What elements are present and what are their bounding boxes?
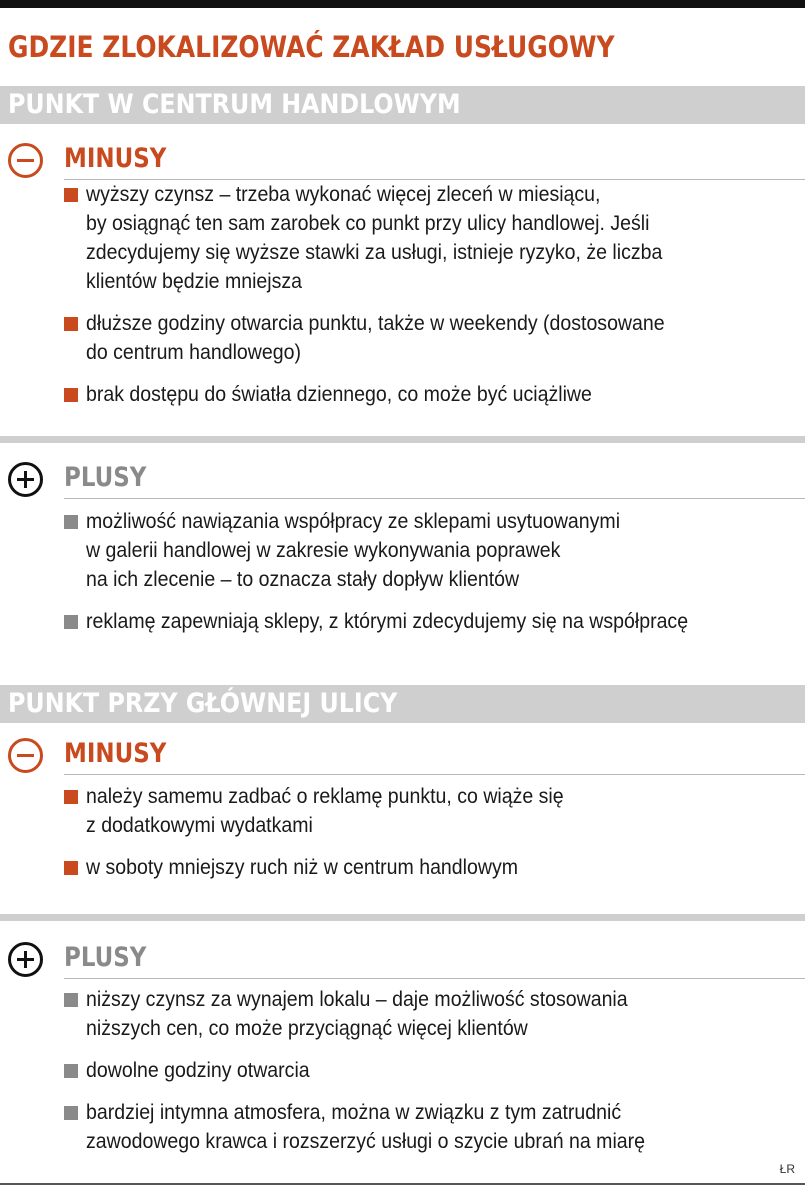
plus-list bbox=[64, 507, 805, 649]
divider bbox=[64, 978, 805, 979]
bullet-square-icon bbox=[64, 1106, 78, 1120]
bullet-square-icon bbox=[64, 790, 78, 804]
bullet-square-icon bbox=[64, 317, 78, 331]
list-item: reklamę zapewniają sklepy, z którymi zdecydujemy się na współpracę bbox=[64, 607, 805, 636]
section-divider bbox=[0, 436, 805, 443]
bottom-rule bbox=[0, 1183, 805, 1185]
list-item: wyższy czynsz – trzeba wykonać więcej zleceń w miesiącu, by osiągnąć ten sam zarobek co punkt przy ulicy handlowej. Jeśli zdecydujemy się wyższe stawki za usługi, istnieje ryzyko, że liczba klientów będzie mniejsza bbox=[64, 180, 805, 296]
bullet-square-icon bbox=[64, 515, 78, 529]
bullet-square-icon bbox=[64, 615, 78, 629]
top-rule bbox=[0, 0, 805, 8]
plus-label: PLUSY bbox=[64, 462, 147, 493]
section-heading: PUNKT W CENTRUM HANDLOWYM bbox=[8, 89, 461, 120]
minus-circle-icon bbox=[8, 738, 43, 773]
list-item: niższy czynsz za wynajem lokalu – daje możliwość stosowania niższych cen, co może przyciągnąć więcej klientów bbox=[64, 985, 805, 1043]
minus-list bbox=[64, 180, 805, 422]
section-divider bbox=[0, 914, 805, 921]
minus-circle-icon bbox=[8, 143, 43, 178]
minus-label: MINUSY bbox=[64, 738, 167, 769]
bullet-square-icon bbox=[64, 188, 78, 202]
plus-list bbox=[64, 985, 805, 1169]
plus-label: PLUSY bbox=[64, 942, 147, 973]
bullet-square-icon bbox=[64, 1064, 78, 1078]
bullet-square-icon bbox=[64, 993, 78, 1007]
minus-label: MINUSY bbox=[64, 143, 167, 174]
bullet-square-icon bbox=[64, 388, 78, 402]
list-item: należy samemu zadbać o reklamę punktu, co wiąże się z dodatkowymi wydatkami bbox=[64, 782, 805, 840]
section-heading: PUNKT PRZY GŁÓWNEJ ULICY bbox=[8, 688, 398, 719]
credit: ŁR bbox=[779, 1162, 795, 1176]
minus-list bbox=[64, 782, 805, 895]
plus-circle-icon bbox=[8, 462, 43, 497]
list-item: dłuższe godziny otwarcia punktu, także w weekendy (dostosowane do centrum handlowego) bbox=[64, 309, 805, 367]
divider bbox=[64, 498, 805, 499]
main-title: GDZIE ZLOKALIZOWAĆ ZAKŁAD USŁUGOWY bbox=[8, 30, 615, 64]
plus-circle-icon bbox=[8, 942, 43, 977]
divider bbox=[64, 774, 805, 775]
section-heading-band bbox=[0, 685, 805, 723]
list-item: dowolne godziny otwarcia bbox=[64, 1056, 805, 1085]
section-heading-band bbox=[0, 86, 805, 124]
list-item: bardziej intymna atmosfera, można w związku z tym zatrudnić zawodowego krawca i rozszerzyć usługi o szycie ubrań na miarę bbox=[64, 1098, 805, 1156]
list-item: brak dostępu do światła dziennego, co może być uciążliwe bbox=[64, 380, 805, 409]
list-item: możliwość nawiązania współpracy ze sklepami usytuowanymi w galerii handlowej w zakresie wykonywania poprawek na ich zlecenie – to oznacza stały dopływ klientów bbox=[64, 507, 805, 594]
list-item: w soboty mniejszy ruch niż w centrum handlowym bbox=[64, 853, 805, 882]
bullet-square-icon bbox=[64, 861, 78, 875]
